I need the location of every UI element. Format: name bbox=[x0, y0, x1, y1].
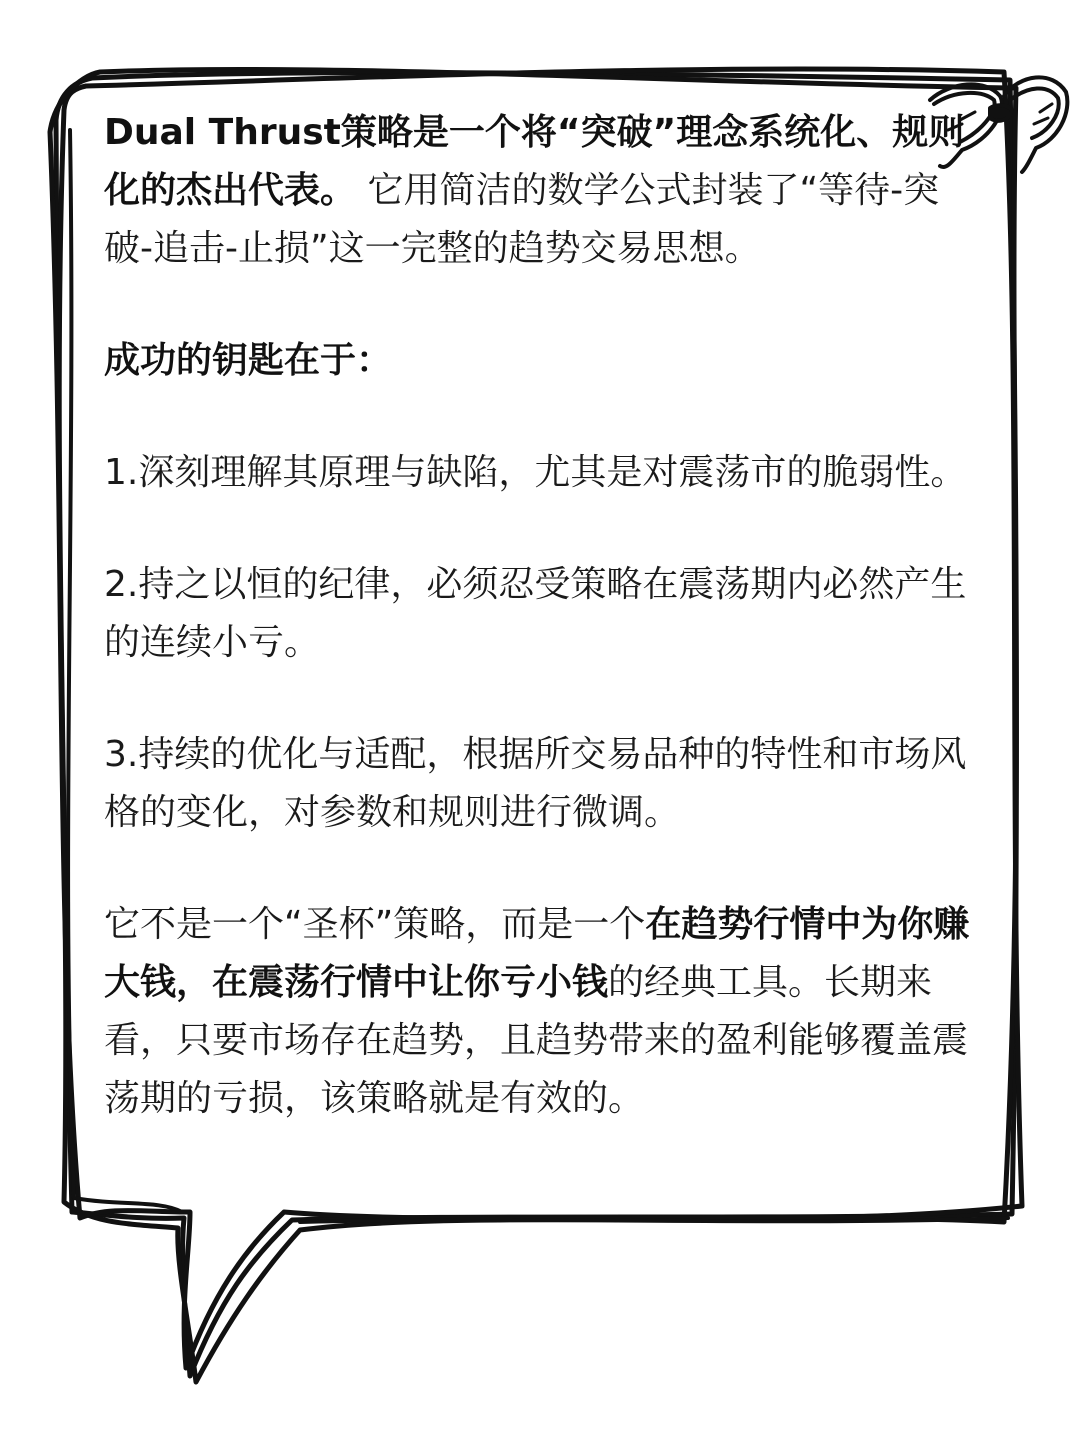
key-heading bbox=[104, 332, 984, 390]
conclusion-text-part2: 的经典工具。长期来看，只要市场存在趋势，且趋势带来的盈利能够覆盖震荡期的亏损，该策略就是有效的。 bbox=[104, 962, 969, 1119]
intro-paragraph bbox=[104, 104, 984, 278]
key-heading-text: 成功的钥匙在于： bbox=[104, 340, 393, 381]
conclusion-bold-text: 在趋势行情中为你赚大钱，在震荡行情中让你亏小钱 bbox=[104, 904, 970, 1003]
point-1: 1.深刻理解其原理与缺陷，尤其是对震荡市的脆弱性。 bbox=[104, 452, 967, 493]
text-content bbox=[104, 104, 984, 1128]
conclusion-text-part1: 它不是一个“圣杯”策略，而是一个 bbox=[104, 904, 646, 945]
point-2: 2.持之以恒的纪律，必须忍受策略在震荡期内必然产生的连续小亏。 bbox=[104, 564, 967, 663]
intro-normal-text: 它用简洁的数学公式封装了“等待-突破-追击-止损”这一完整的趋势交易思想。 bbox=[104, 170, 940, 269]
point-3: 3.持续的优化与适配，根据所交易品种的特性和市场风格的变化，对参数和规则进行微调。 bbox=[104, 734, 967, 833]
intro-bold-text: Dual Thrust策略是一个将“突破”理念系统化、规则化的杰出代表。 bbox=[104, 112, 965, 211]
conclusion-paragraph bbox=[104, 896, 984, 1128]
